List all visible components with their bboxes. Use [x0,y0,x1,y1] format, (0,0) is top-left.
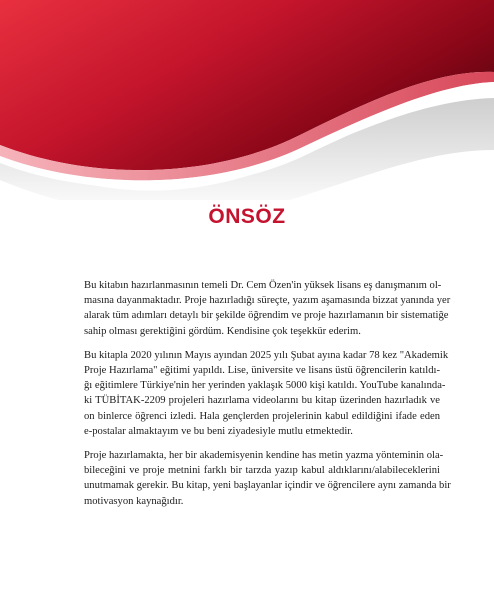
text-line: on binlerce öğrenci izledi. Hala gençlerden projelerinin kabul edildiğini ifade eden [84,410,440,422]
text-line: unutmamak gerekir. Bu kitap, yeni başlayanlar içindir ve öğrencilere aynı zamanda bir [84,480,451,492]
page-title: ÖNSÖZ [208,205,286,228]
text-line: sahip olması gerektiğini gördüm. Kendisine çok teşekkür ederim. [84,325,361,337]
text-line: Bu kitapla 2020 yılının Mayıs ayından 2025 yılı Şubat ayına kadar 78 kez "Akademik [84,349,449,361]
text-line: ğı eğitimlere Türkiye'nin her yerinden yaklaşık 5000 kişi katıldı. YouTube kanalında- [84,380,446,392]
text-line: Proje Hazırlama" eğitimi yapıldı. Lise, üniversite ve lisans üstü öğrencilerin katıldı- [84,365,440,377]
paragraph-3 [84,448,451,509]
text-line: bileceğini ve proje metnini farklı bir tarzda yazıp kabul aldıklarını/alabileceklerini [84,465,440,477]
paragraph-1 [84,278,451,339]
text-line: alarak tüm adımları detaylı bir şekilde öğrendim ve proje hazırlamanın bir sistematiğe [84,310,449,322]
red-wave-banner [0,0,494,200]
text-line: ki TÜBİTAK-2209 projeleri hazırlama videolarını bu kitap üzerinden hazırladık ve [84,395,440,407]
text-line: Bu kitabın hazırlanmasının temeli Dr. Cem Özen'in yüksek lisans eş danışmanım ol- [84,280,442,291]
text-line: motivasyon kaynağıdır. [84,495,184,507]
paragraph-2 [84,348,449,439]
text-line: Proje hazırlamakta, her bir akademisyenin kendine has metin yazma yönteminin ola- [84,450,444,462]
preface-body [84,278,451,518]
text-line: e-postalar almaktayım ve bu beni ziyadesiyle mutlu etmektedir. [84,425,353,437]
text-line: masına dayanmaktadır. Proje hazırladığı süreçte, yazım aşamasında bizzat yanında yer [84,295,451,307]
